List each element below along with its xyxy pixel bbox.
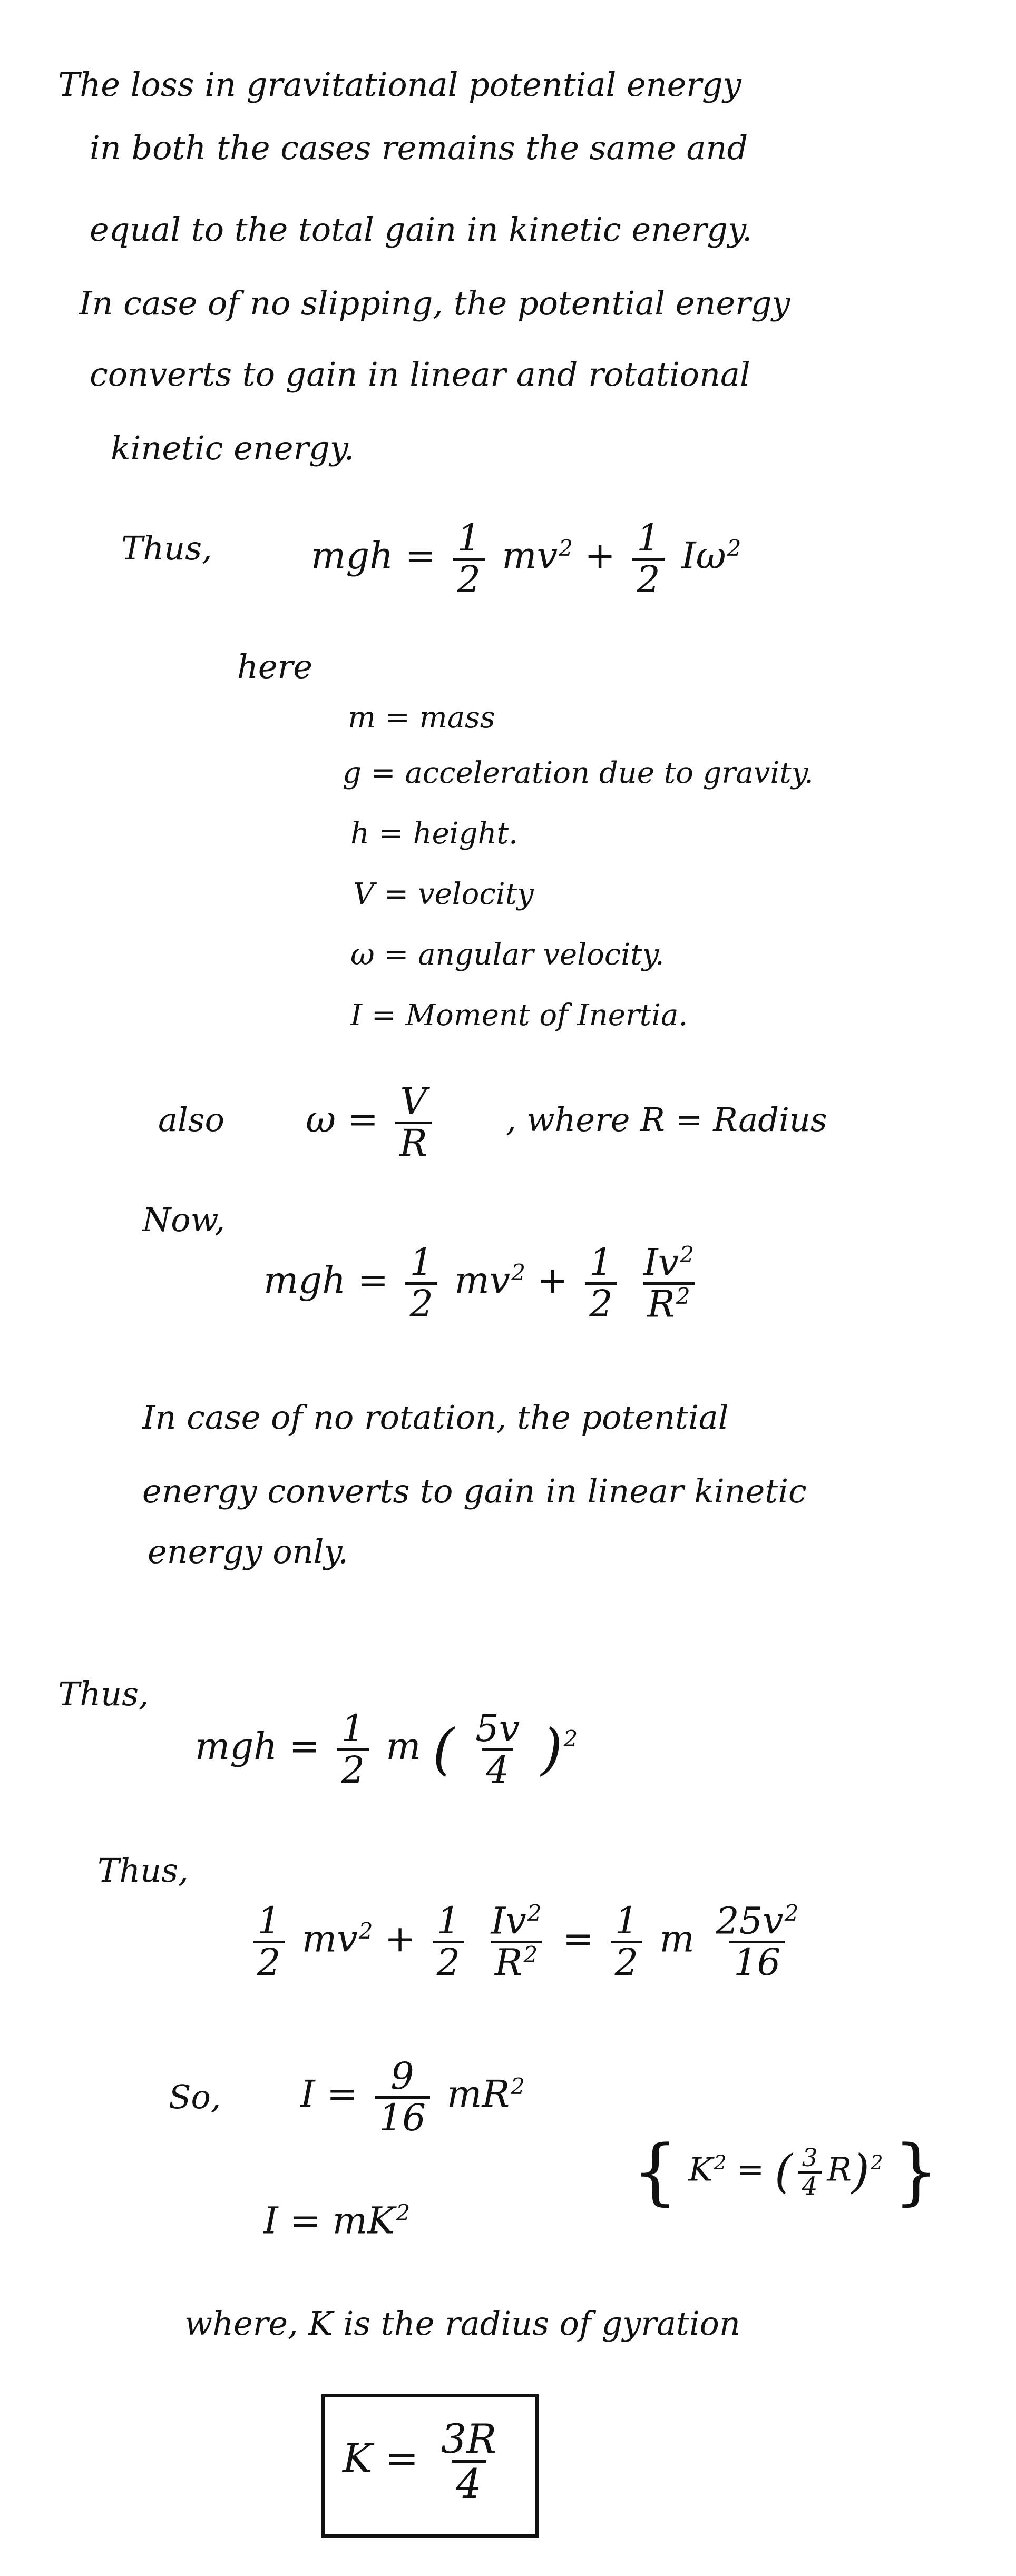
equation-omega [306,1080,437,1165]
text-no-rotation-3: energy only. [148,1532,348,1571]
equation-linear-only [195,1709,578,1790]
eq4-half-2: $\frac{1}{2}$ [433,1902,465,1982]
eq1-half-2: $\frac{1}{2}$ [632,519,665,599]
eq1-term2: Iω [681,534,726,577]
eq1-exp-2: 2 [727,535,741,561]
note-open-brace: { [632,2130,678,2214]
text-line-4: In case of no slipping, the potential energy [79,284,790,322]
eq3-velocity-fraction: $\frac{5v}{4}$ [475,1707,520,1792]
eq4-exp-1: 2 [358,1918,373,1944]
equation-substituted [263,1243,704,1324]
note-k: K [688,2150,713,2189]
text-line-2: in both the cases remains the same and [90,129,748,167]
eq1-lhs: mgh = [311,534,436,577]
eq3-open-paren: ( [432,1717,454,1782]
eq1-exp-1: 2 [559,535,573,561]
now-label: Now, [142,1201,225,1239]
text-line-5: converts to gain in linear and rotational [90,355,750,394]
eq2-term1: mv [454,1258,511,1302]
definition-moment-of-inertia: I = Moment of Inertia. [350,998,688,1033]
also-label: also [158,1100,224,1139]
where-k-line: where, K is the radius of gyration [184,2304,740,2343]
thus-label-3: Thus, [97,1851,189,1890]
eq5-lhs: I = [300,2072,358,2116]
text-no-rotation-1: In case of no rotation, the potential [142,1398,729,1437]
eq4-plus: + [384,1917,416,1961]
equation-inertia-result [300,2054,525,2139]
eq1-term1: mv [502,534,558,577]
eq4-term1: mv [301,1917,358,1961]
note-fraction: $\frac{3}{4}$ [798,2145,822,2199]
eq3-m: m [386,1725,421,1768]
eq2-half-2: $\frac{1}{2}$ [585,1243,617,1323]
definition-mass: m = mass [348,701,495,735]
definition-height: h = height. [350,817,518,851]
eq1-half-1: $\frac{1}{2}$ [453,519,485,599]
omega-fraction: $\frac{V}{R}$ [395,1083,432,1163]
eq4-half-1: $\frac{1}{2}$ [253,1902,285,1982]
eq4-inertia-fraction: $\frac{Iv^2}{R^2}$ [491,1899,542,1984]
thus-label-2: Thus, [58,1675,149,1713]
note-r: R [827,2150,852,2189]
answer-fraction: $\frac{3R}{4}$ [441,2415,497,2507]
text-line-3: equal to the total gain in kinetic energy. [90,210,753,249]
eq4-half-3: $\frac{1}{2}$ [611,1902,643,1982]
here-label: here [237,647,312,686]
eq3-half: $\frac{1}{2}$ [337,1709,369,1790]
eq4-equals: = [562,1917,594,1961]
equation-energy-conservation [311,516,741,601]
note-k-exp: 2 [714,2150,727,2174]
eq5-fraction: $\frac{9}{16}$ [375,2057,430,2137]
eq6-lhs: I = mK [263,2199,395,2243]
eq3-exp: 2 [563,1725,578,1752]
eq4-m: m [659,1917,695,1961]
text-line-1: The loss in gravitational potential energy [58,65,741,104]
thus-label-1: Thus, [121,529,212,567]
gyration-note: { $K^2$ = ( $\frac{3}{4}$ R)$^2$ } [632,2130,940,2214]
eq2-inertia-fraction: $\frac{Iv^2}{R^2}$ [643,1241,694,1326]
eq5-exp: 2 [511,2073,525,2099]
note-exp: 2 [870,2150,883,2174]
definition-gravity: g = acceleration due to gravity. [343,756,814,790]
eq1-plus: + [584,534,616,577]
omega-lhs: ω = [306,1098,378,1141]
equation-equated [248,1899,808,1984]
text-line-6: kinetic energy. [111,429,355,467]
eq3-close-paren: ) [541,1717,563,1782]
text-no-rotation-2: energy converts to gain in linear kinetic [142,1472,807,1510]
eq2-plus: + [537,1258,568,1302]
so-label: So, [169,2078,221,2116]
eq6-exp: 2 [396,2200,411,2226]
eq2-exp-1: 2 [511,1260,525,1285]
eq2-half-1: $\frac{1}{2}$ [405,1243,437,1323]
answer-lhs: K = [343,2434,419,2482]
eq4-rhs-fraction: $\frac{25v^2}{16}$ [716,1899,799,1984]
definition-velocity: V = velocity [353,877,534,911]
note-close-brace: } [893,2130,940,2214]
note-equals: = [737,2150,765,2189]
eq5-rhs: mR [447,2072,510,2116]
eq3-lhs: mgh = [195,1725,320,1768]
eq2-lhs: mgh = [263,1258,389,1302]
equation-inertia-gyration [263,2199,411,2243]
where-radius: , where R = Radius [506,1100,827,1139]
final-answer [343,2415,506,2507]
definition-angular-velocity: ω = angular velocity. [350,938,665,972]
